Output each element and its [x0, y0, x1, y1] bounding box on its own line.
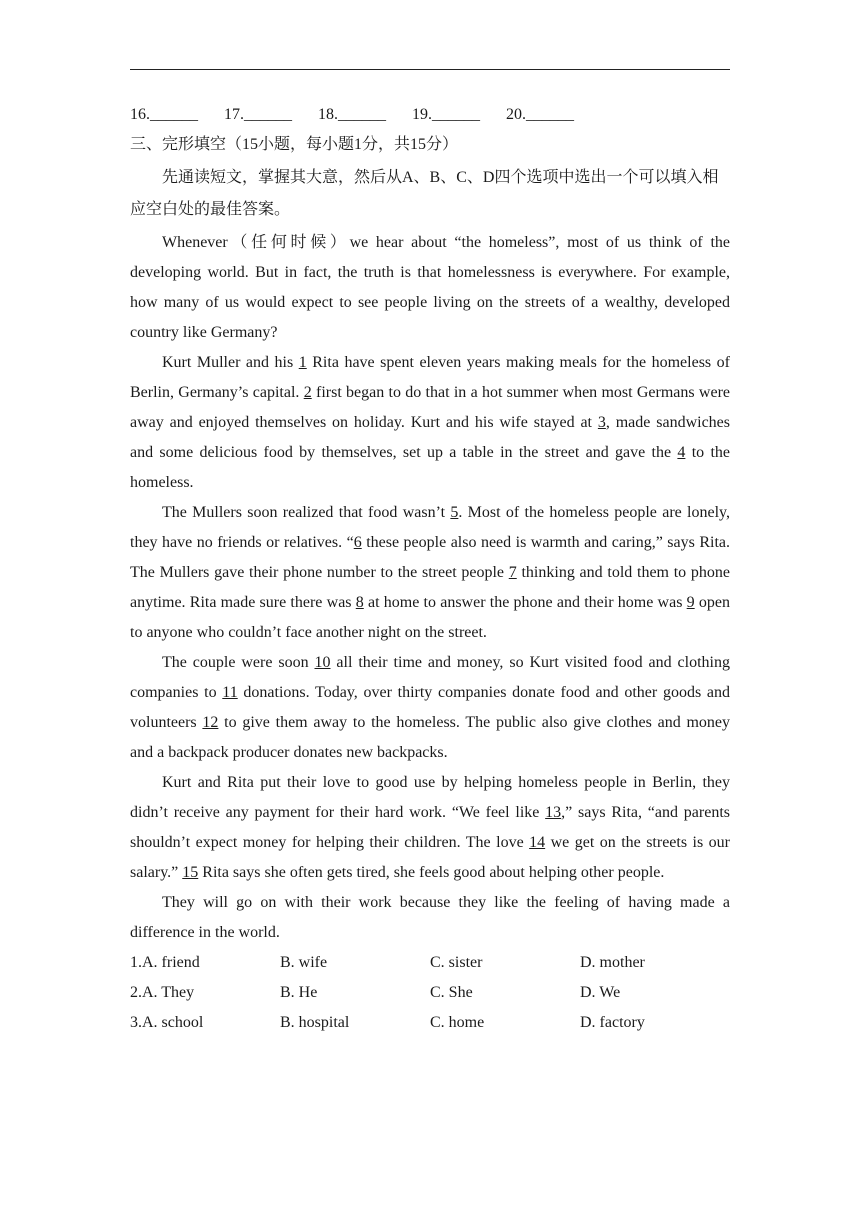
- blank-15: 15: [182, 864, 199, 881]
- text-run: to give them away to the homeless. The public also give clothes and money and a backpack producer donates new backpacks.: [130, 714, 730, 761]
- option-1d: D. mother: [580, 954, 645, 971]
- blank-7: 7: [508, 564, 517, 581]
- option-3d: D. factory: [580, 1014, 645, 1031]
- option-1c: C. sister: [430, 954, 483, 971]
- option-3b: B. hospital: [280, 1014, 350, 1031]
- options-row-1: [130, 948, 730, 978]
- blank-12: 12: [202, 714, 219, 731]
- text-run: The couple were soon: [162, 654, 315, 671]
- passage-paragraph-3: [130, 498, 730, 648]
- blank-5: 5: [450, 504, 459, 521]
- answer-blank-16: 16.______: [130, 106, 198, 123]
- blank-13: 13: [545, 804, 562, 821]
- options-row-2: [130, 978, 730, 1008]
- text-run: Kurt Muller and his: [162, 354, 299, 371]
- passage-paragraph-4: [130, 648, 730, 768]
- option-1a: 1.A. friend: [130, 954, 200, 971]
- section-title: 三、完形填空（15小题，每小题1分，共15分）: [130, 136, 459, 153]
- text-run: The Mullers soon realized that food wasn’t: [162, 504, 451, 521]
- answer-blanks-row: [130, 100, 730, 130]
- text-run: ,” says Rita, “and parents shouldn’t expect money for helping their children. The love: [130, 804, 730, 851]
- text-run: , made sandwiches and some delicious food by themselves, set up a table in the street and gave the: [130, 414, 731, 461]
- text-run: . Most of the homeless people are lonely, they have no friends or relatives. “: [130, 504, 731, 551]
- option-2c: C. She: [430, 984, 473, 1001]
- blank-1: 1: [298, 354, 307, 371]
- text-run: Kurt and Rita put their love to good use by helping homeless people in Berlin, they didn’t receive any payment for their hard work. “We feel like: [130, 774, 730, 821]
- blank-14: 14: [529, 834, 546, 851]
- option-3a: 3.A. school: [130, 1014, 204, 1031]
- answer-blank-17: 17.______: [224, 106, 292, 123]
- options-row-3: [130, 1008, 730, 1038]
- text-run: Rita have spent eleven years making meals for the homeless of Berlin, Germany’s capital.: [130, 354, 730, 401]
- option-1b: B. wife: [280, 954, 328, 971]
- blank-3: 3: [597, 414, 606, 431]
- answer-blank-20: 20.______: [506, 106, 574, 123]
- options-list: [130, 948, 730, 1038]
- exam-page: [130, 100, 730, 1038]
- text-run: Rita says she often gets tired, she feels good about helping other people.: [198, 864, 665, 881]
- option-3c: C. home: [430, 1014, 485, 1031]
- blank-8: 8: [355, 594, 364, 611]
- answer-blank-18: 18.______: [318, 106, 386, 123]
- text-run: first began to do that in a hot summer when most Germans were away and enjoyed themselves on holiday. Kurt and his wife stayed at: [130, 384, 730, 431]
- passage-paragraph-5: [130, 768, 730, 888]
- text-run: donations. Today, over thirty companies donate food and other goods and volunteers: [130, 684, 730, 731]
- text-run: at home to answer the phone and their home was: [363, 594, 687, 611]
- option-2a: 2.A. They: [130, 984, 195, 1001]
- text-run: thinking and told them to phone anytime. Rita made sure there was: [130, 564, 730, 611]
- text-run: we get on the streets is our salary.”: [130, 834, 730, 881]
- blank-9: 9: [686, 594, 695, 611]
- passage-paragraph-2: [130, 348, 730, 498]
- text-run: all their time and money, so Kurt visited food and clothing companies to: [130, 654, 730, 701]
- blank-10: 10: [314, 654, 331, 671]
- blank-6: 6: [353, 534, 362, 551]
- option-2b: B. He: [280, 984, 318, 1001]
- option-2d: D. We: [580, 984, 621, 1001]
- text-run: open to anyone who couldn’t face another night on the street.: [130, 594, 731, 641]
- header-rule: [130, 69, 730, 70]
- text-run: these people also need is warmth and caring,” says Rita. The Mullers gave their phone number to the street people: [130, 534, 730, 581]
- answer-blank-19: 19.______: [412, 106, 480, 123]
- text-run: to the homeless.: [130, 444, 730, 491]
- passage-paragraph-1: Whenever（任何时候）we hear about “the homeless”, most of us think of the developing world. But in fact, the truth is that homelessness is everywhere. For example, how many of us would expect to see people living on the streets of a wealthy, developed country like Germany?: [130, 234, 730, 341]
- blank-4: 4: [677, 444, 686, 461]
- blank-11: 11: [222, 684, 238, 701]
- passage-paragraph-6: They will go on with their work because they like the feeling of having made a difference in the world.: [130, 894, 730, 941]
- section-instruction: 先通读短文，掌握其大意，然后从A、B、C、D四个选项中选出一个可以填入相应空白处的最佳答案。: [130, 169, 719, 218]
- blank-2: 2: [303, 384, 312, 401]
